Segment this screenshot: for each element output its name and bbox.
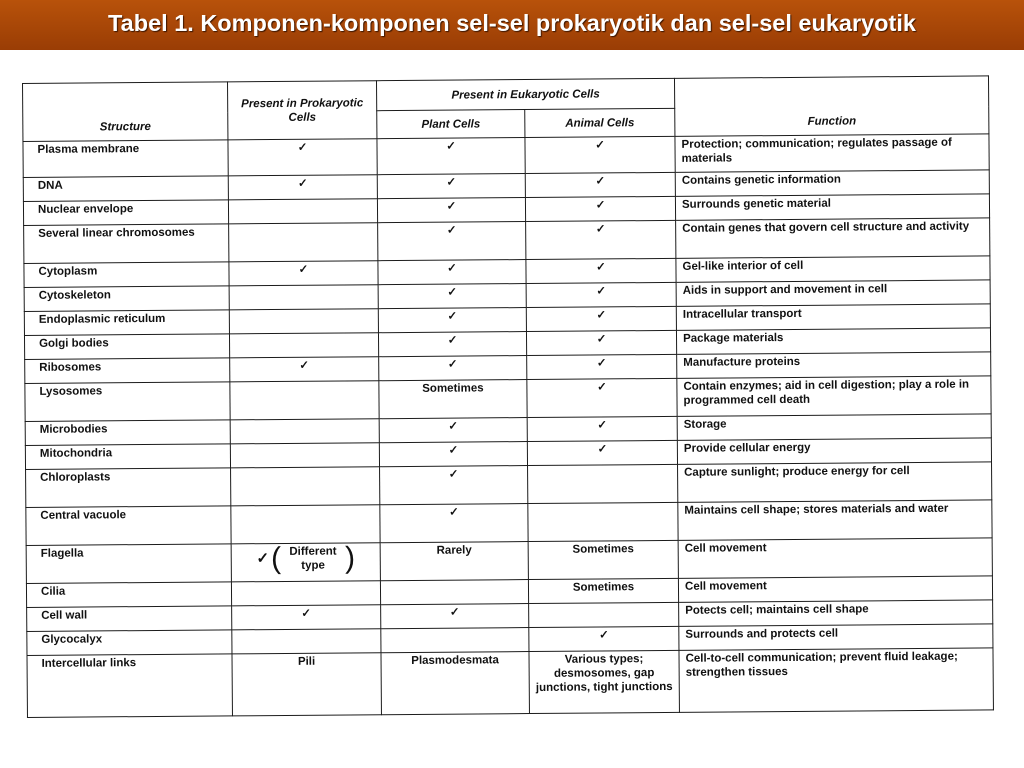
structure-cell: Cilia	[26, 582, 231, 608]
prokaryotic-cell	[229, 333, 378, 358]
prokaryotic-cell	[230, 419, 379, 444]
header-plant: Plant Cells	[377, 110, 525, 139]
function-cell: Protection; communication; regulates passage of materials	[675, 134, 989, 172]
plant-cell: ✓	[381, 604, 529, 629]
function-cell: Surrounds and protects cell	[679, 624, 993, 650]
animal-cell: ✓	[526, 220, 676, 259]
plant-cell: ✓	[379, 418, 527, 443]
prokaryotic-cell	[229, 223, 378, 262]
animal-cell	[528, 464, 678, 503]
structure-cell: Nuclear envelope	[23, 200, 228, 226]
check-icon: ✓	[256, 550, 270, 568]
structure-cell: Central vacuole	[26, 506, 231, 546]
function-cell: Aids in support and movement in cell	[676, 280, 990, 306]
header-structure: Structure	[23, 82, 228, 142]
structure-cell: Flagella	[26, 544, 231, 584]
header-function: Function	[674, 76, 988, 136]
structure-cell: Endoplasmic reticulum	[24, 310, 229, 336]
animal-cell	[528, 502, 678, 541]
function-cell: Intracellular transport	[676, 304, 990, 330]
function-cell: Provide cellular energy	[677, 438, 991, 464]
plant-cell	[380, 580, 528, 605]
function-cell: Potects cell; maintains cell shape	[679, 600, 993, 626]
function-cell: Storage	[677, 414, 991, 440]
scanned-table-image	[22, 75, 993, 743]
animal-cell: ✓	[526, 258, 676, 283]
structure-cell: Cytoskeleton	[24, 286, 229, 312]
plant-cell: ✓	[379, 356, 527, 381]
plant-cell: ✓	[378, 284, 526, 309]
structure-cell: DNA	[23, 176, 228, 202]
function-cell: Contain genes that govern cell structure and activity	[676, 218, 990, 258]
function-cell: Surrounds genetic material	[675, 194, 989, 220]
plant-cell: Rarely	[380, 542, 528, 581]
structure-cell: Cell wall	[27, 606, 232, 632]
function-cell: Contain enzymes; aid in cell digestion; play a role in programmed cell death	[677, 376, 991, 416]
table-body	[23, 134, 994, 718]
prokaryotic-cell	[231, 505, 380, 544]
animal-cell	[529, 602, 679, 627]
plant-cell: ✓	[379, 442, 527, 467]
function-cell: Package materials	[676, 328, 990, 354]
plant-cell: ✓	[378, 260, 526, 285]
different-type-note	[256, 541, 356, 576]
structure-cell: Ribosomes	[25, 358, 230, 384]
plant-cell: ✓	[378, 332, 526, 357]
animal-cell: ✓	[527, 354, 677, 379]
function-cell: Gel-like interior of cell	[676, 256, 990, 282]
prokaryotic-cell	[228, 199, 377, 224]
plant-cell	[381, 628, 529, 653]
left-paren-glyph: (	[270, 541, 282, 576]
prokaryotic-cell: ✓	[232, 605, 381, 630]
prokaryotic-cell: ✓	[229, 261, 378, 286]
animal-cell: ✓	[526, 330, 676, 355]
header-prokaryotic: Present in Prokaryotic Cells	[227, 81, 376, 140]
structure-cell: Lysosomes	[25, 382, 230, 422]
title-bar	[0, 0, 1024, 50]
plant-cell: ✓	[378, 222, 526, 261]
animal-cell: ✓	[525, 172, 675, 197]
function-cell: Capture sunlight; produce energy for cell	[678, 462, 992, 502]
plant-cell: ✓	[377, 138, 525, 175]
prokaryotic-cell	[231, 581, 380, 606]
animal-cell: ✓	[529, 626, 679, 651]
prokaryotic-cell	[229, 285, 378, 310]
animal-cell: ✓	[526, 282, 676, 307]
structure-cell: Mitochondria	[25, 444, 230, 470]
structure-cell: Golgi bodies	[24, 334, 229, 360]
animal-cell: ✓	[527, 378, 677, 417]
animal-cell: ✓	[527, 416, 677, 441]
plant-cell: Sometimes	[379, 380, 527, 419]
animal-cell: ✓	[527, 440, 677, 465]
function-cell: Manufacture proteins	[677, 352, 991, 378]
prokaryotic-cell	[229, 309, 378, 334]
header-animal: Animal Cells	[525, 108, 675, 137]
prokaryotic-cell: ✓	[230, 357, 379, 382]
structure-cell: Several linear chromosomes	[24, 224, 229, 264]
plant-cell: ✓	[378, 308, 526, 333]
prokaryotic-cell: ✓	[228, 139, 377, 176]
animal-cell: Various types; desmosomes, gap junctions, tight junctions	[529, 650, 679, 713]
right-paren-glyph: )	[344, 541, 356, 575]
prokaryotic-cell	[230, 381, 379, 420]
function-cell: Cell movement	[678, 576, 992, 602]
prokaryotic-cell: ✓	[228, 175, 377, 200]
structure-cell: Microbodies	[25, 420, 230, 446]
structure-cell: Plasma membrane	[23, 140, 228, 178]
cell-components-table	[22, 75, 994, 718]
prokaryotic-cell	[232, 629, 381, 654]
prokaryotic-cell	[231, 467, 380, 506]
prokaryotic-note: Different type	[289, 545, 337, 572]
animal-cell: ✓	[526, 306, 676, 331]
structure-cell: Glycocalyx	[27, 630, 232, 656]
plant-cell: Plasmodesmata	[381, 652, 529, 715]
function-cell: Contains genetic information	[675, 170, 989, 196]
prokaryotic-cell	[231, 543, 380, 582]
animal-cell: Sometimes	[528, 540, 678, 579]
slide-title: Tabel 1. Komponen-komponen sel-sel prokaryotik dan sel-sel eukaryotik	[108, 10, 916, 36]
plant-cell: ✓	[377, 174, 525, 199]
header-eukaryotic: Present in Eukaryotic Cells	[376, 78, 674, 110]
structure-cell: Chloroplasts	[26, 468, 231, 508]
animal-cell: ✓	[525, 136, 675, 173]
function-cell: Cell-to-cell communication; prevent fluid leakage; strengthen tissues	[679, 648, 993, 712]
plant-cell: ✓	[380, 504, 528, 543]
plant-cell: ✓	[377, 198, 525, 223]
structure-cell: Cytoplasm	[24, 262, 229, 288]
animal-cell: Sometimes	[528, 578, 678, 603]
prokaryotic-cell	[230, 443, 379, 468]
function-cell: Maintains cell shape; stores materials and water	[678, 500, 992, 540]
prokaryotic-cell: Pili	[232, 653, 381, 716]
plant-cell: ✓	[380, 466, 528, 505]
function-cell: Cell movement	[678, 538, 992, 578]
table-row	[27, 648, 993, 718]
animal-cell: ✓	[525, 196, 675, 221]
structure-cell: Intercellular links	[27, 654, 232, 718]
